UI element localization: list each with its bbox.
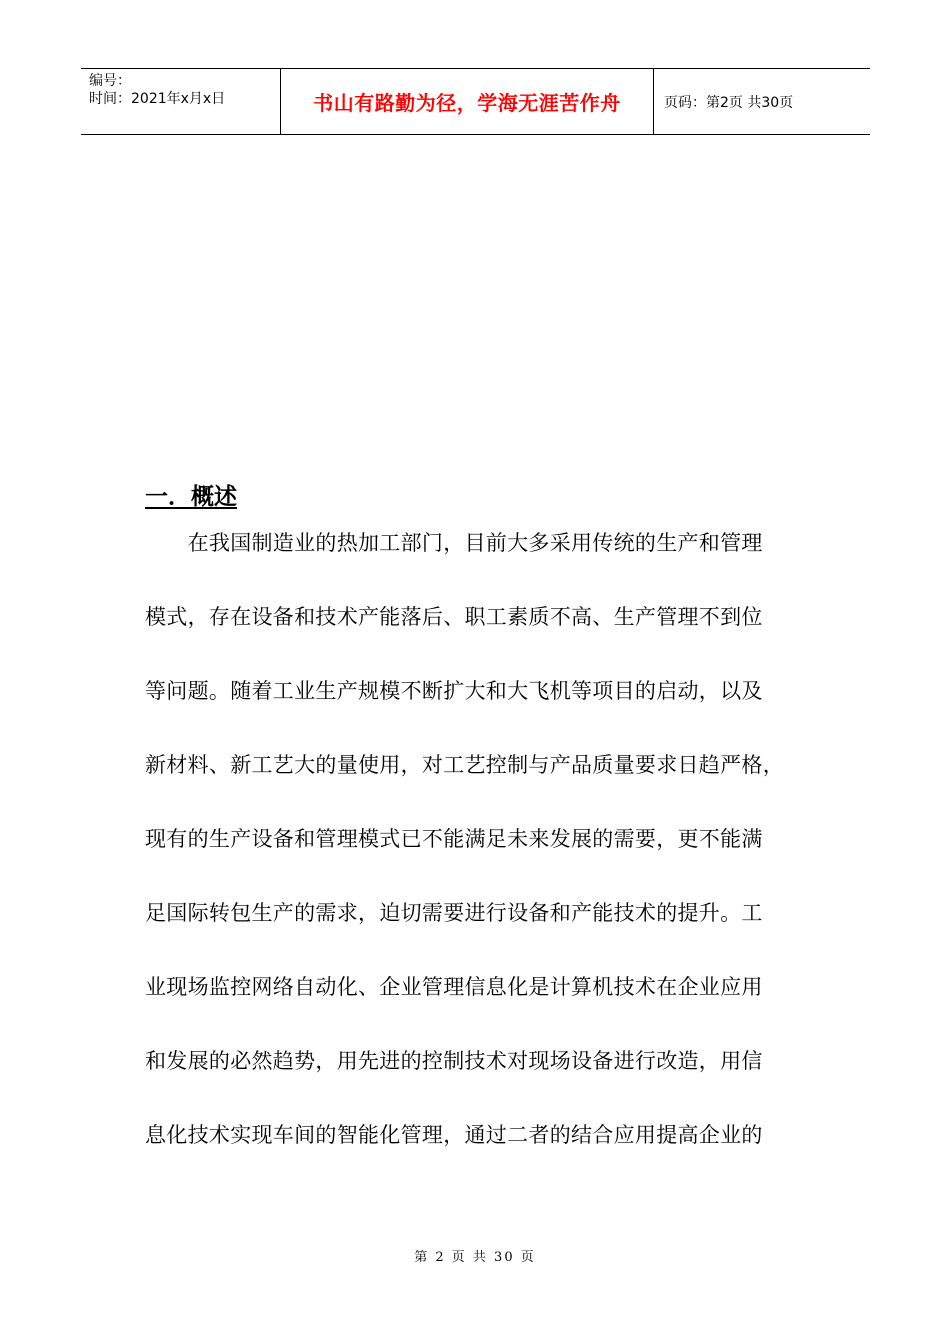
body-line: 足国际转包生产的需求，迫切需要进行设备和产能技术的提升。工: [145, 901, 763, 925]
body-line: 业现场监控网络自动化、企业管理信息化是计算机技术在企业应用: [145, 975, 763, 999]
body-line: 等问题。随着工业生产规模不断扩大和大飞机等项目的启动，以及: [145, 679, 763, 703]
header-motto-cell: [281, 69, 654, 134]
document-date-label: 时间：2021年x月x日: [89, 91, 226, 107]
document-header-table: [81, 68, 870, 135]
header-motto: 书山有路勤为径，学海无涯苦作舟: [313, 91, 621, 115]
document-number-label: 编号：: [89, 73, 131, 89]
section-heading: 一．概述: [145, 484, 237, 510]
page-footer: 第 2 页 共 30 页: [414, 1250, 536, 1265]
body-line: 模式，存在设备和技术产能落后、职工素质不高、生产管理不到位: [145, 605, 763, 629]
body-line: 现有的生产设备和管理模式已不能满足未来发展的需要，更不能满: [145, 827, 763, 851]
header-page-info: 页码：第2页 共30页: [664, 94, 794, 111]
header-meta-cell: [81, 69, 281, 134]
body-line: 息化技术实现车间的智能化管理，通过二者的结合应用提高企业的: [145, 1123, 763, 1147]
header-page-cell: [654, 69, 870, 134]
body-line: 和发展的必然趋势，用先进的控制技术对现场设备进行改造，用信: [145, 1049, 763, 1073]
body-line: 在我国制造业的热加工部门，目前大多采用传统的生产和管理: [145, 531, 763, 555]
body-paragraph: [145, 525, 825, 1191]
body-line: 新材料、新工艺大的量使用，对工艺控制与产品质量要求日趋严格，: [145, 753, 784, 777]
